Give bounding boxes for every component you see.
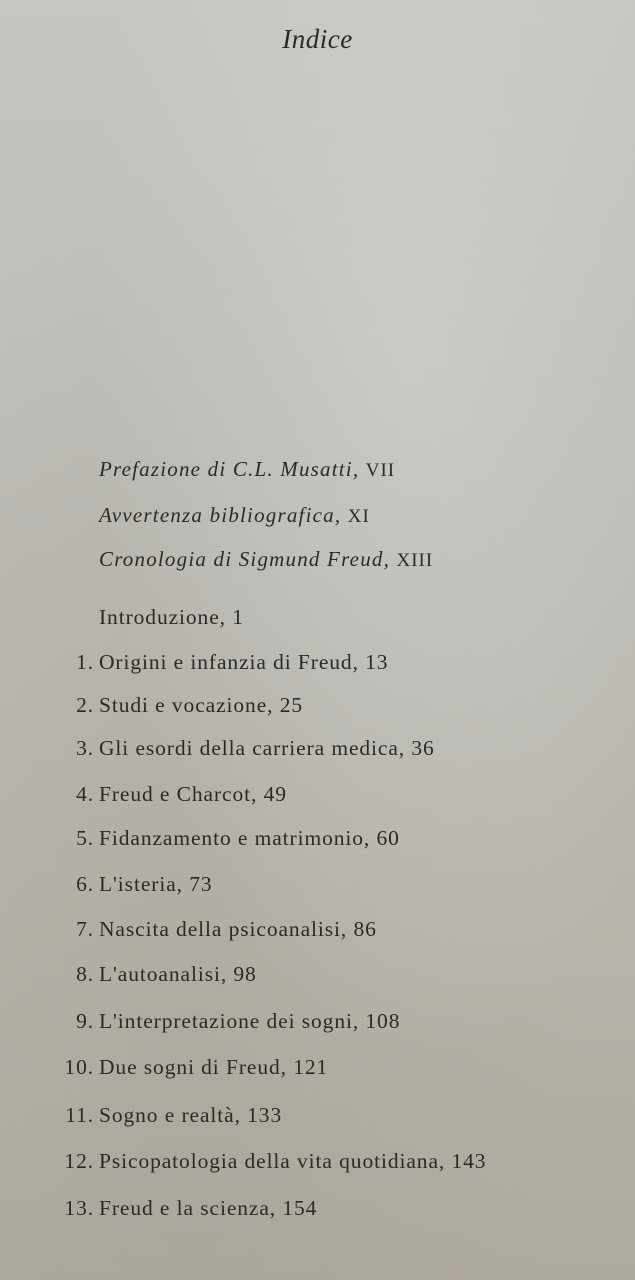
front-matter-item [99,547,433,572]
entry-title: Origini e infanzia di Freud, [99,650,359,674]
page-number: 143 [451,1149,487,1173]
entry-title: Nascita della psicoanalisi, [99,917,348,941]
front-matter-item [99,503,370,528]
chapter-entry [0,693,635,723]
chapter-entry [0,1009,635,1039]
front-matter-item [99,457,395,482]
entry-title: L'isteria, [99,872,183,896]
chapter-number: 7. [76,917,94,941]
chapter-entry [0,650,635,680]
chapter-number: 8. [76,962,94,986]
chapter-entry [0,872,635,902]
chapter-number: 12. [64,1149,94,1173]
entry-title: Sogno e realtà, [99,1103,241,1127]
page-number: 49 [263,782,287,806]
page-number: 108 [365,1009,401,1033]
chapter-number: 5. [76,826,94,850]
entry-title: Cronologia di Sigmund Freud, [99,547,391,571]
introduction-entry [0,605,635,635]
chapter-number: 2. [76,693,94,717]
chapter-number: 3. [76,736,94,760]
page-number: 86 [353,917,377,941]
chapter-entry [0,962,635,992]
entry-title: Fidanzamento e matrimonio, [99,826,371,850]
entry-title: Freud e Charcot, [99,782,258,806]
entry-title: Psicopatologia della vita quotidiana, [99,1149,446,1173]
page-number: 1 [232,605,244,629]
page-number: 154 [282,1196,318,1220]
chapter-entry [0,917,635,947]
entry-title: Due sogni di Freud, [99,1055,287,1079]
page-number: 133 [247,1103,283,1127]
chapter-number: 4. [76,782,94,806]
entry-title: Freud e la scienza, [99,1196,277,1220]
page-title: Indice [282,24,353,54]
chapter-number: 9. [76,1009,94,1033]
chapter-number: 11. [65,1103,94,1127]
page-number: 73 [189,872,213,896]
chapter-entry [0,1055,635,1085]
page-number: 13 [365,650,389,674]
entry-title: L'interpretazione dei sogni, [99,1009,360,1033]
entry-title: Studi e vocazione, [99,693,274,717]
entry-title: Prefazione di C.L. Musatti, [99,457,360,481]
chapter-number: 10. [64,1055,94,1079]
chapter-entry [0,1196,635,1226]
chapter-entry [0,736,635,766]
page-number: VII [365,460,396,481]
page-number: XIII [396,550,434,571]
chapter-number: 1. [76,650,94,674]
page-number: 98 [233,962,257,986]
chapter-entry [0,782,635,812]
entry-title: Introduzione, [99,605,226,629]
entry-title: Gli esordi della carriera medica, [99,736,406,760]
chapter-entry [0,1149,635,1179]
chapter-number: 13. [64,1196,94,1220]
entry-title: L'autoanalisi, [99,962,228,986]
page-number: 25 [279,693,304,717]
page-number: 36 [411,736,435,760]
entry-title: Avvertenza bibliografica, [99,503,342,527]
page-number: XI [347,506,370,527]
page-number: 121 [293,1055,329,1079]
page-number: 60 [376,826,400,850]
chapter-entry [0,1103,635,1133]
chapter-number: 6. [76,872,94,896]
chapter-entry [0,826,635,856]
